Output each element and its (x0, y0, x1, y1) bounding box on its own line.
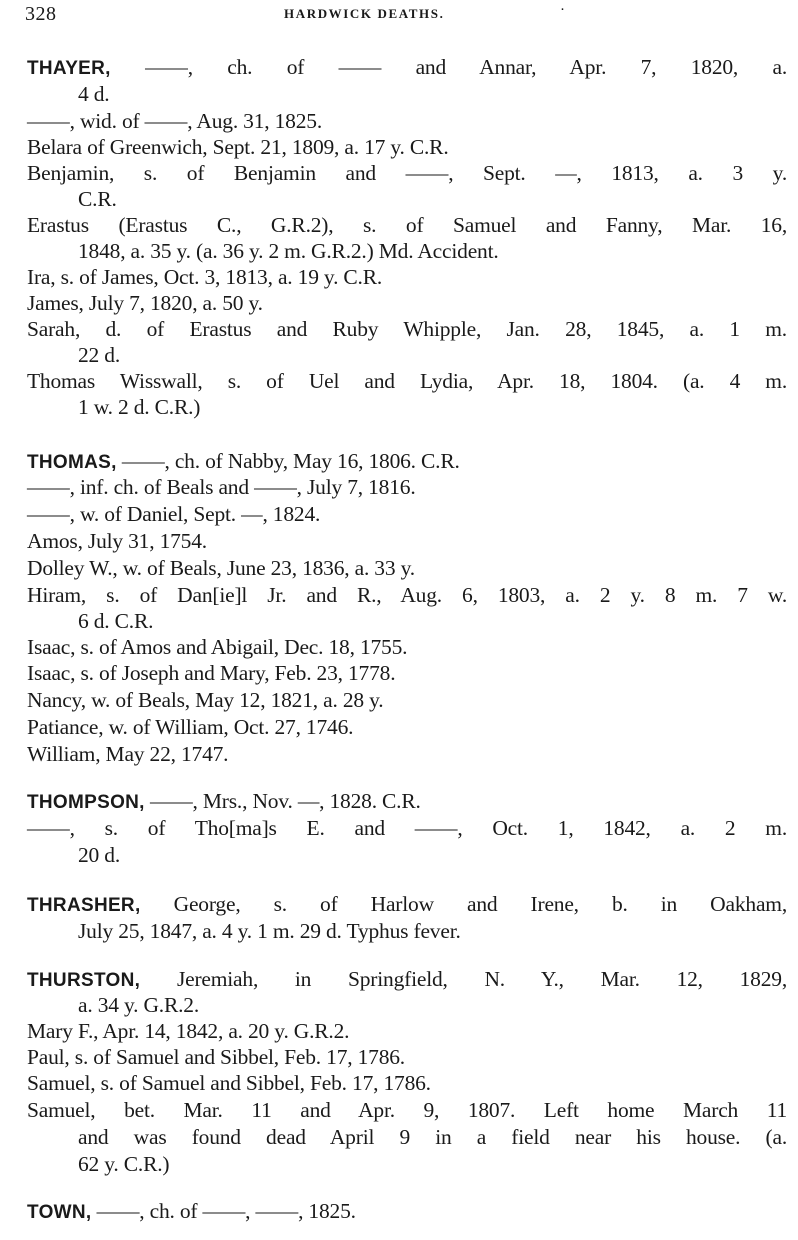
entry-line: THOMAS, ——, ch. of Nabby, May 16, 1806. C.R. (27, 449, 460, 473)
entry-line: Hiram, s. of Dan[ie]l Jr. and R., Aug. 6, 1803, a. 2 y. 8 m. 7 w. (27, 583, 787, 607)
page-number: 328 (25, 3, 57, 25)
entry-continuation: 22 d. (78, 343, 121, 367)
entry-line: Belara of Greenwich, Sept. 21, 1809, a. 17 y. C.R. (27, 135, 449, 159)
entry-continuation: 1848, a. 35 y. (a. 36 y. 2 m. G.R.2.) Md. Accident. (78, 239, 499, 263)
entry-line: Benjamin, s. of Benjamin and ——, Sept. —, 1813, a. 3 y. (27, 161, 787, 185)
entry-continuation: a. 34 y. G.R.2. (78, 993, 200, 1017)
entry-continuation: C.R. (78, 187, 117, 211)
entry-line: ——, inf. ch. of Beals and ——, July 7, 1816. (27, 475, 416, 499)
header-mark: · (560, 2, 565, 18)
entry-continuation: 20 d. (78, 843, 121, 867)
entry-line: THURSTON, Jeremiah, in Springfield, N. Y., Mar. 12, 1829, (27, 967, 787, 991)
surname-heading: THAYER, (27, 58, 111, 79)
surname-heading: THRASHER, (27, 895, 141, 916)
surname-heading: THURSTON, (27, 970, 141, 991)
entry-line: Isaac, s. of Joseph and Mary, Feb. 23, 1778. (27, 661, 396, 685)
entry-line: Thomas Wisswall, s. of Uel and Lydia, Apr. 18, 1804. (a. 4 m. (27, 369, 787, 393)
entry-line: THRASHER, George, s. of Harlow and Irene, b. in Oakham, (27, 892, 787, 916)
entry-continuation: July 25, 1847, a. 4 y. 1 m. 29 d. Typhus fever. (78, 919, 461, 943)
entry-line: Patiance, w. of William, Oct. 27, 1746. (27, 715, 354, 739)
surname-heading: TOWN, (27, 1202, 92, 1223)
entry-line: Isaac, s. of Amos and Abigail, Dec. 18, 1755. (27, 635, 408, 659)
entry-line: James, July 7, 1820, a. 50 y. (27, 291, 263, 315)
entry-line: THAYER, ——, ch. of —— and Annar, Apr. 7, 1820, a. (27, 55, 787, 79)
entry-line: ——, w. of Daniel, Sept. —, 1824. (27, 502, 321, 526)
entry-line: Erastus (Erastus C., G.R.2), s. of Samuel and Fanny, Mar. 16, (27, 213, 787, 237)
entry-continuation: 62 y. C.R.) (78, 1152, 170, 1176)
running-title: HARDWICK DEATHS. (284, 6, 445, 21)
entry-continuation: 1 w. 2 d. C.R.) (78, 395, 201, 419)
entry-line: THOMPSON, ——, Mrs., Nov. —, 1828. C.R. (27, 789, 421, 813)
entry-line: Ira, s. of James, Oct. 3, 1813, a. 19 y. C.R. (27, 265, 383, 289)
entry-line: Paul, s. of Samuel and Sibbel, Feb. 17, 1786. (27, 1045, 405, 1069)
entry-line: William, May 22, 1747. (27, 742, 229, 766)
surname-heading: THOMPSON, (27, 792, 145, 813)
entry-continuation: and was found dead April 9 in a field near his house. (a. (78, 1125, 787, 1149)
page-header (0, 0, 798, 30)
entry-line: Sarah, d. of Erastus and Ruby Whipple, Jan. 28, 1845, a. 1 m. (27, 317, 787, 341)
entry-line: ——, s. of Tho[ma]s E. and ——, Oct. 1, 1842, a. 2 m. (27, 816, 787, 840)
entry-line: Amos, July 31, 1754. (27, 529, 207, 553)
entry-continuation: 4 d. (78, 82, 110, 106)
entry-line: TOWN, ——, ch. of ——, ——, 1825. (27, 1199, 356, 1223)
entry-line: Samuel, bet. Mar. 11 and Apr. 9, 1807. Left home March 11 (27, 1098, 787, 1122)
entry-line: Dolley W., w. of Beals, June 23, 1836, a. 33 y. (27, 556, 415, 580)
entry-line: Mary F., Apr. 14, 1842, a. 20 y. G.R.2. (27, 1019, 350, 1043)
entry-line: Nancy, w. of Beals, May 12, 1821, a. 28 y. (27, 688, 384, 712)
entry-line: Samuel, s. of Samuel and Sibbel, Feb. 17, 1786. (27, 1071, 431, 1095)
surname-heading: THOMAS, (27, 452, 117, 473)
entry-line: ——, wid. of ——, Aug. 31, 1825. (27, 109, 323, 133)
entry-continuation: 6 d. C.R. (78, 609, 154, 633)
